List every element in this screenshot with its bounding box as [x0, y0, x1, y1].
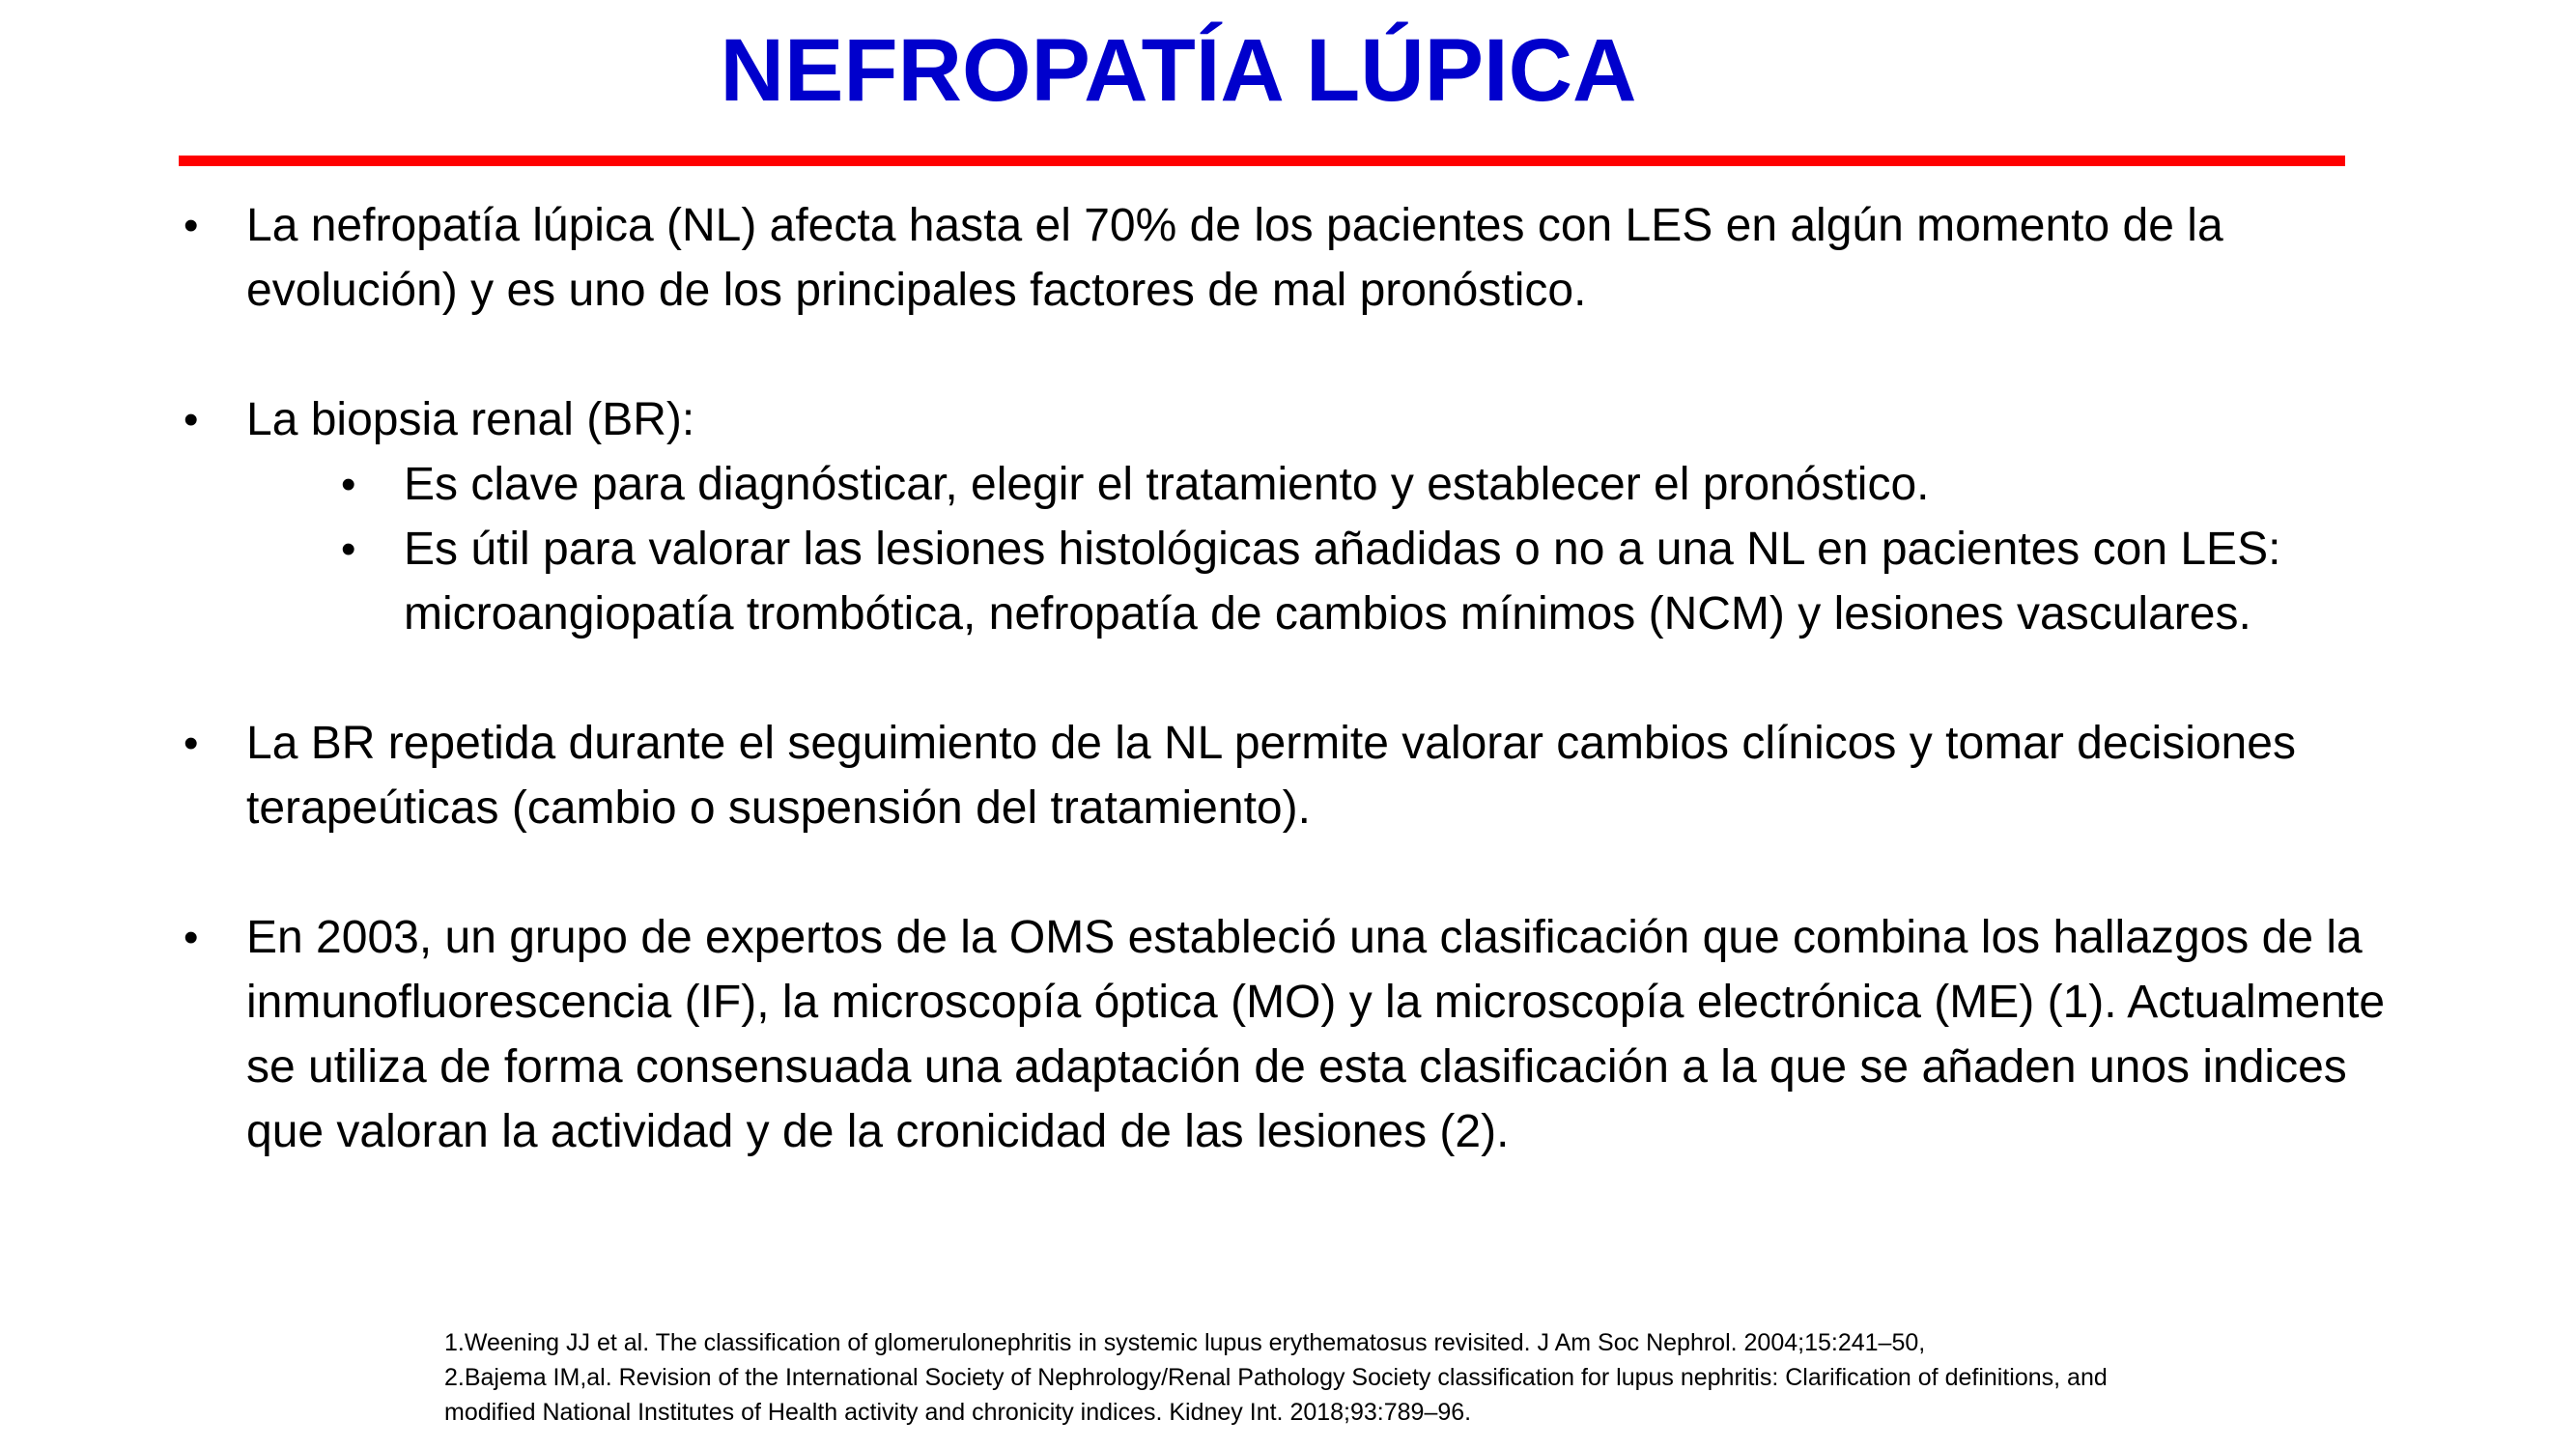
bullet-text: La biopsia renal (BR):: [246, 394, 695, 445]
bullet-item: [184, 387, 2386, 452]
sub-bullet-item: [341, 452, 2386, 517]
bullet-icon: •: [184, 396, 199, 443]
bullet-item: [184, 711, 2386, 840]
sub-bullet-text: Es útil para valorar las lesiones histológicas añadidas o no a una NL en pacientes con LES: microangiopatía trombótica, nefropatía de cambios mínimos (NCM) y lesiones vasculares.: [404, 524, 2281, 639]
bullet-text: La BR repetida durante el seguimiento de la NL permite valorar cambios clínicos y tomar decisiones terapeúticas (cambio o suspensión del tratamiento).: [246, 718, 2296, 834]
reference-line: modified National Institutes of Health activity and chronicity indices. Kidney Int. 2018;93:789–96.: [444, 1399, 1472, 1426]
title-underline: [179, 156, 2345, 166]
references: [444, 1325, 2279, 1430]
bullet-item: [184, 905, 2386, 1164]
sub-bullet-text: Es clave para diagnósticar, elegir el tratamiento y establecer el pronóstico.: [404, 459, 1930, 510]
bullet-icon: •: [184, 202, 199, 249]
bullet-icon: •: [341, 526, 356, 573]
bullet-icon: •: [184, 720, 199, 767]
bullet-text: En 2003, un grupo de expertos de la OMS estableció una clasificación que combina los hallazgos de la inmunofluorescencia (IF), la microscopía óptica (MO) y la microscopía electrónica (ME) (1). Actualmente se utiliza de forma consensuada una adaptación de esta clasificación a la que se añaden unos indices que valoran la actividad y de la cronicidad de las lesiones (2).: [246, 912, 2386, 1157]
bullet-icon: •: [341, 461, 356, 508]
bullet-text: La nefropatía lúpica (NL) afecta hasta el 70% de los pacientes con LES en algún momento de la evolución) y es uno de los principales factores de mal pronóstico.: [246, 200, 2223, 316]
slide-title: NEFROPATÍA LÚPICA: [720, 21, 1637, 120]
bullet-item: [184, 193, 2386, 323]
reference-line: 2.Bajema IM,al. Revision of the International Society of Nephrology/Renal Pathology Society classification for lupus nephritis: Clarification of definitions, and: [444, 1364, 2108, 1391]
bullet-icon: •: [184, 914, 199, 961]
slide-body: [184, 193, 2386, 1164]
sub-bullet-item: [341, 517, 2386, 646]
reference-line: 1.Weening JJ et al. The classification of glomerulonephritis in systemic lupus erythematosus revisited. J Am Soc Nephrol. 2004;15:241–50,: [444, 1329, 1926, 1356]
